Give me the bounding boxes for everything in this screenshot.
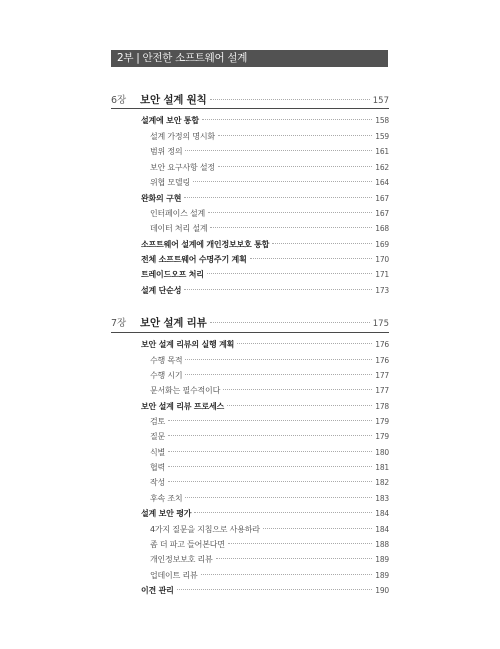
entry-text: 이견 관리 [141,586,174,595]
entry-text: 완화의 구현 [141,194,182,203]
toc-entry [150,355,389,369]
entry-text: 설계 가정의 명시화 [150,132,215,141]
page-number: 176 [375,356,389,365]
leader-dots [184,197,372,198]
leader-dots [210,322,370,323]
page-number: 179 [375,417,389,426]
toc-entry [150,385,389,399]
chapter-heading [111,315,389,333]
leader-dots [223,389,372,390]
leader-dots [208,212,372,213]
leader-dots [184,289,372,290]
entry-text: 보안 설계 리뷰 프로세스 [141,402,225,411]
leader-dots [210,227,372,228]
toc-entry [150,570,389,584]
chapter-title: 보안 설계 리뷰 [140,317,207,329]
toc-entry [141,239,389,253]
entry-text: 설계 단순성 [141,286,182,295]
toc-entry [141,339,389,353]
page-number: 161 [375,147,389,156]
page-number: 159 [375,132,389,141]
entry-text: 개인정보보호 리뷰 [150,555,213,564]
entry-text: 4가지 질문을 지침으로 사용하라 [150,525,260,534]
toc-entry [150,539,389,553]
page-number: 179 [375,432,389,441]
leader-dots [272,243,372,244]
leader-dots [185,150,372,151]
page-number: 180 [375,448,389,457]
page-number: 168 [375,224,389,233]
leader-dots [216,558,373,559]
chapter-number: 7장 [111,318,127,329]
leader-dots [168,451,372,452]
leader-dots [201,574,373,575]
page-number: 181 [375,463,389,472]
chapter-rule [111,332,389,333]
leader-dots [185,497,372,498]
entry-text: 전체 소프트웨어 수명주기 계획 [141,255,247,264]
page-number: 167 [375,209,389,218]
toc-entry [141,115,389,129]
entry-text: 질문 [150,432,166,441]
page-number: 190 [375,586,389,595]
leader-dots [237,343,372,344]
toc-entry [141,285,389,299]
entry-text: 작성 [150,478,166,487]
toc-entry [150,462,389,476]
page-number: 158 [375,116,389,125]
toc-entry [150,146,389,160]
toc-entry [150,208,389,222]
page-number: 189 [375,555,389,564]
leader-dots [177,589,373,590]
page-number: 167 [375,194,389,203]
chapter-number: 6장 [111,95,127,106]
page-number: 171 [375,270,389,279]
toc-entry [150,477,389,491]
leader-dots [185,374,372,375]
leader-dots [168,466,372,467]
leader-dots [193,181,372,182]
page-number: 164 [375,178,389,187]
page-number: 173 [375,286,389,295]
page-number: 184 [375,509,389,518]
toc-entry [141,585,389,599]
page-number: 184 [375,525,389,534]
toc-entry [141,269,389,283]
entry-text: 데이터 처리 설계 [150,224,208,233]
entry-text: 후속 조치 [150,494,183,503]
toc-entry [150,370,389,384]
page-number: 170 [375,255,389,264]
leader-dots [218,166,372,167]
leader-dots [194,512,372,513]
page-number: 188 [375,540,389,549]
toc-entry [150,177,389,191]
page-number: 178 [375,402,389,411]
leader-dots [168,435,372,436]
leader-dots [207,273,372,274]
chapter-rule [111,108,389,109]
toc-entry [141,254,389,268]
entry-text: 설계에 보안 통합 [141,116,199,125]
entry-text: 검토 [150,417,166,426]
page-number: 177 [375,371,389,380]
entry-text: 보안 설계 리뷰의 실행 계획 [141,340,235,349]
leader-dots [218,135,372,136]
toc-entry [150,162,389,176]
part-banner: 2부 | 안전한 소프트웨어 설계 [111,50,388,67]
page-number: 157 [372,96,389,106]
page-number: 176 [375,340,389,349]
leader-dots [168,481,372,482]
leader-dots [210,99,370,100]
entry-text: 설계 보안 평가 [141,509,192,518]
leader-dots [185,359,372,360]
entry-text: 수행 시기 [150,371,183,380]
toc-entry [141,401,389,415]
toc-entry [141,193,389,207]
entry-text: 업데이트 리뷰 [150,571,198,580]
entry-text: 보안 요구사항 설정 [150,163,215,172]
page-number: 169 [375,240,389,249]
page-number: 162 [375,163,389,172]
leader-dots [168,420,372,421]
entry-text: 문서화는 필수적이다 [150,386,221,395]
page-number: 182 [375,478,389,487]
entry-text: 좀 더 파고 들어본다면 [150,540,225,549]
page-number: 183 [375,494,389,503]
leader-dots [263,528,372,529]
entry-text: 수행 목적 [150,356,183,365]
chapter-title: 보안 설계 원칙 [140,94,207,106]
toc-entry [150,447,389,461]
toc-entry [141,508,389,522]
leader-dots [227,405,372,406]
page-number: 175 [372,319,389,329]
entry-text: 범위 정의 [150,147,183,156]
entry-text: 위협 모델링 [150,178,190,187]
entry-text: 식별 [150,448,166,457]
toc-entry [150,431,389,445]
toc-entry [150,554,389,568]
toc-entry [150,524,389,538]
entry-text: 트레이드오프 처리 [141,270,204,279]
entry-text: 인터페이스 설계 [150,209,206,218]
toc-entry [150,493,389,507]
page-number: 189 [375,571,389,580]
entry-text: 소프트웨어 설계에 개인정보보호 통합 [141,240,270,249]
leader-dots [250,258,373,259]
entry-text: 협력 [150,463,166,472]
page-number: 177 [375,386,389,395]
leader-dots [202,119,372,120]
toc-entry [150,416,389,430]
leader-dots [228,543,373,544]
toc-entry [150,223,389,237]
toc-entry [150,131,389,145]
